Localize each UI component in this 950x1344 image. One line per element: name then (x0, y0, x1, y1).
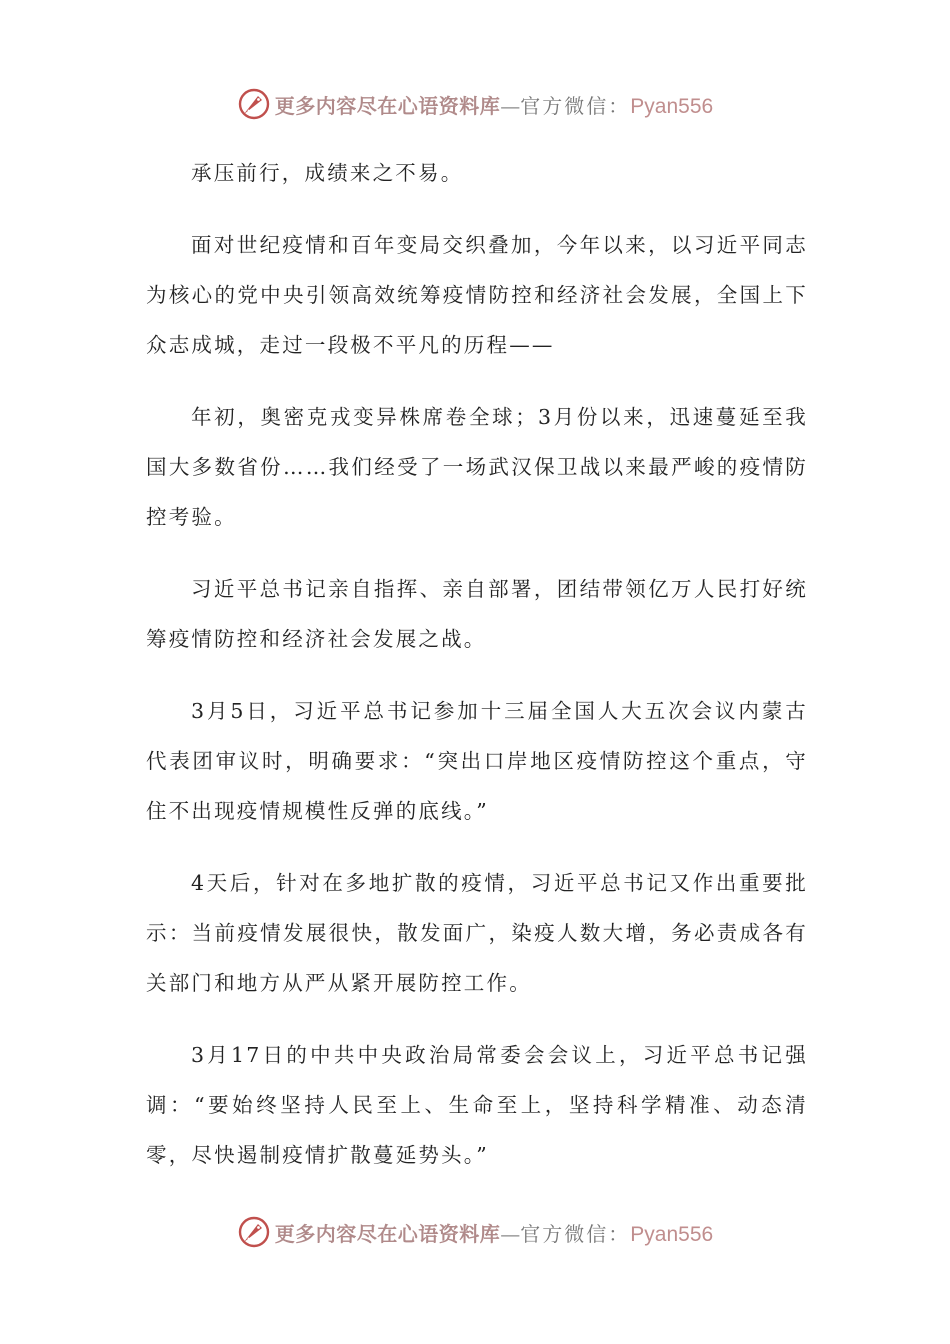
paragraph: 年初，奥密克戎变异株席卷全球；3月份以来，迅速蔓延至我国大多数省份……我们经受了一场武汉保卫战以来最严峻的疫情防控考验。 (146, 405, 808, 529)
footer-banner-text (275, 1218, 713, 1247)
footer-wechat-label: 官方微信： (520, 1221, 631, 1246)
document-body (146, 148, 808, 1202)
header-brand-text: 更多内容尽在心语资料库 (274, 93, 501, 118)
footer-wechat-id: Pyan556 (630, 1222, 714, 1246)
pen-nib-logo-icon (237, 1215, 271, 1249)
paragraph: 习近平总书记亲自指挥、亲自部署，团结带领亿万人民打好统筹疫情防控和经济社会发展之战。 (146, 577, 808, 651)
footer-banner (0, 1212, 950, 1252)
footer-brand-text: 更多内容尽在心语资料库 (274, 1221, 501, 1246)
header-banner (0, 84, 950, 124)
paragraph: 4天后，针对在多地扩散的疫情，习近平总书记又作出重要批示：当前疫情发展很快，散发面广，染疫人数大增，务必责成各有关部门和地方从严从紧开展防控工作。 (146, 871, 808, 995)
paragraph: 面对世纪疫情和百年变局交织叠加，今年以来，以习近平同志为核心的党中央引领高效统筹疫情防控和经济社会发展，全国上下众志成城，走过一段极不平凡的历程—— (146, 233, 808, 357)
header-banner-text (275, 90, 713, 119)
header-wechat-label: 官方微信： (520, 93, 631, 118)
footer-separator: — (500, 1221, 521, 1246)
header-wechat-id: Pyan556 (630, 94, 714, 118)
paragraph: 3月5日，习近平总书记参加十三届全国人大五次会议内蒙古代表团审议时，明确要求：“突出口岸地区疫情防控这个重点，守住不出现疫情规模性反弹的底线。” (146, 699, 808, 823)
paragraph: 承压前行，成绩来之不易。 (191, 161, 464, 185)
pen-nib-logo-icon (237, 87, 271, 121)
paragraph: 3月17日的中共中央政治局常委会会议上，习近平总书记强调：“要始终坚持人民至上、生命至上，坚持科学精准、动态清零，尽快遏制疫情扩散蔓延势头。” (146, 1043, 808, 1167)
header-separator: — (500, 93, 521, 118)
